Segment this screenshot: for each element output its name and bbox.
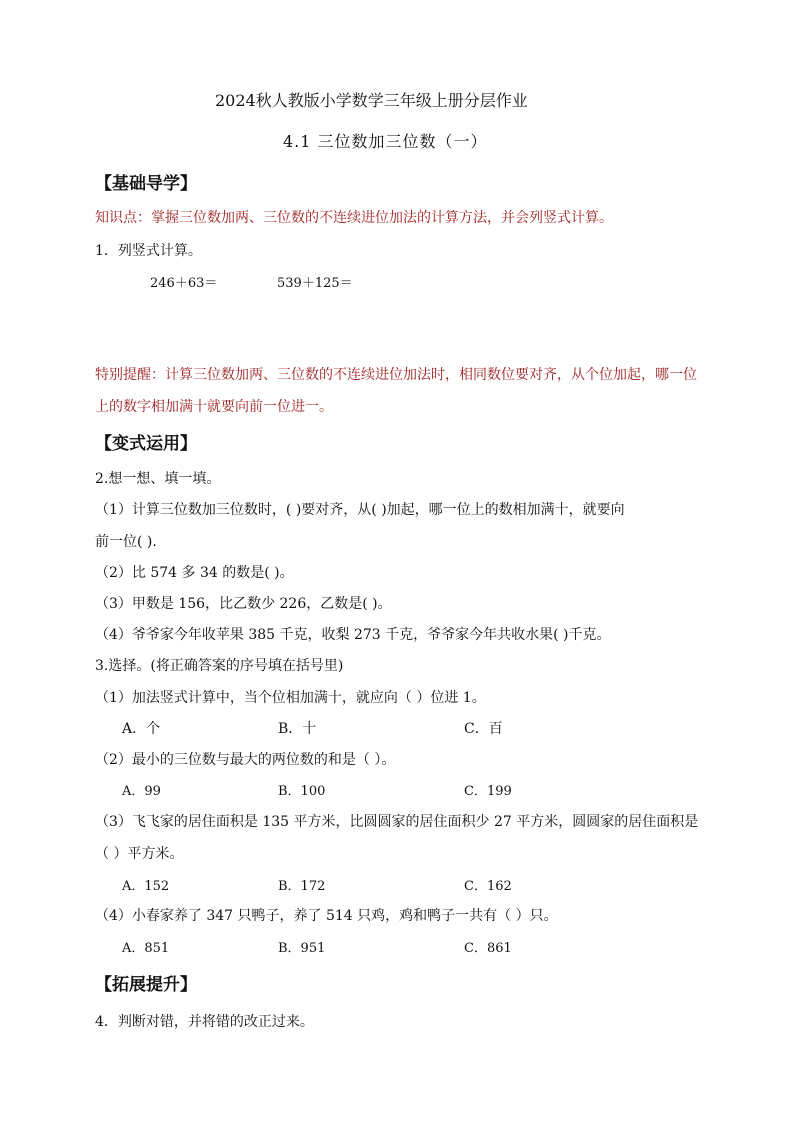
question-3-3-option-a: A．152 (122, 879, 170, 894)
question-1-expression-b: 539＋125＝ (277, 276, 353, 291)
question-2-4: （4）爷爷家今年收苹果 385 千克，收梨 273 千克，爷爷家今年共收水果( )千克。 (95, 627, 611, 643)
question-2-stem: 2.想一想、填一填。 (95, 471, 221, 487)
question-3-4: （4）小春家养了 347 只鸭子，养了 514 只鸡，鸡和鸭子一共有（ ）只。 (95, 908, 558, 924)
question-1-expression-a: 246＋63＝ (150, 276, 218, 291)
question-3-1: （1）加法竖式计算中，当个位相加满十，就应向（ ）位进 1。 (95, 690, 486, 706)
page-title: 2024秋人教版小学数学三年级上册分层作业 (215, 91, 528, 110)
reminder-line-2: 上的数字相加满十就要向前一位进一。 (95, 399, 333, 415)
question-3-1-option-c: C．百 (464, 721, 503, 737)
reminder-line-1: 特别提醒：计算三位数加两、三位数的不连续进位加法时，相同数位要对齐，从个位加起，哪一位 (95, 367, 697, 383)
question-3-1-option-b: B．十 (278, 721, 317, 737)
question-3-3-option-b: B．172 (278, 879, 326, 894)
question-4-stem: 4．判断对错，并将错的改正过来。 (95, 1014, 314, 1030)
question-3-3-line-2: （ ）平方米。 (95, 846, 184, 862)
question-3-1-option-a: A．个 (122, 721, 161, 737)
question-2-2: （2）比 574 多 34 的数是( )。 (95, 565, 294, 581)
question-3-2: （2）最小的三位数与最大的两位数的和是（ ）。 (95, 752, 396, 768)
page-subtitle: 4.1 三位数加三位数（一） (283, 132, 488, 151)
question-3-4-option-b: B．951 (278, 941, 326, 956)
question-3-2-option-b: B．100 (278, 784, 326, 799)
knowledge-point: 知识点：掌握三位数加两、三位数的不连续进位加法的计算方法，并会列竖式计算。 (95, 210, 613, 226)
section-heading-variant: 【变式运用】 (95, 434, 197, 454)
question-3-4-option-a: A．851 (122, 941, 170, 956)
question-1-stem: 1．列竖式计算。 (95, 243, 202, 259)
question-3-3-option-c: C．162 (464, 879, 512, 894)
section-heading-extend: 【拓展提升】 (95, 975, 197, 995)
question-3-2-option-a: A．99 (122, 784, 161, 799)
section-heading-basic: 【基础导学】 (95, 174, 197, 194)
question-3-2-option-c: C．199 (464, 784, 512, 799)
question-2-3: （3）甲数是 156，比乙数少 226，乙数是( )。 (95, 596, 392, 612)
question-3-stem: 3.选择。(将正确答案的序号填在括号里) (95, 658, 344, 674)
question-2-1-line-1: （1）计算三位数加三位数时，( )要对齐，从( )加起，哪一位上的数相加满十，就要向 (95, 502, 625, 518)
question-2-1-line-2: 前一位( ). (95, 534, 157, 550)
question-3-4-option-c: C．861 (464, 941, 512, 956)
question-3-3-line-1: （3）飞飞家的居住面积是 135 平方米，比圆圆家的居住面积少 27 平方米，圆圆家的居住面积是 (95, 814, 699, 830)
